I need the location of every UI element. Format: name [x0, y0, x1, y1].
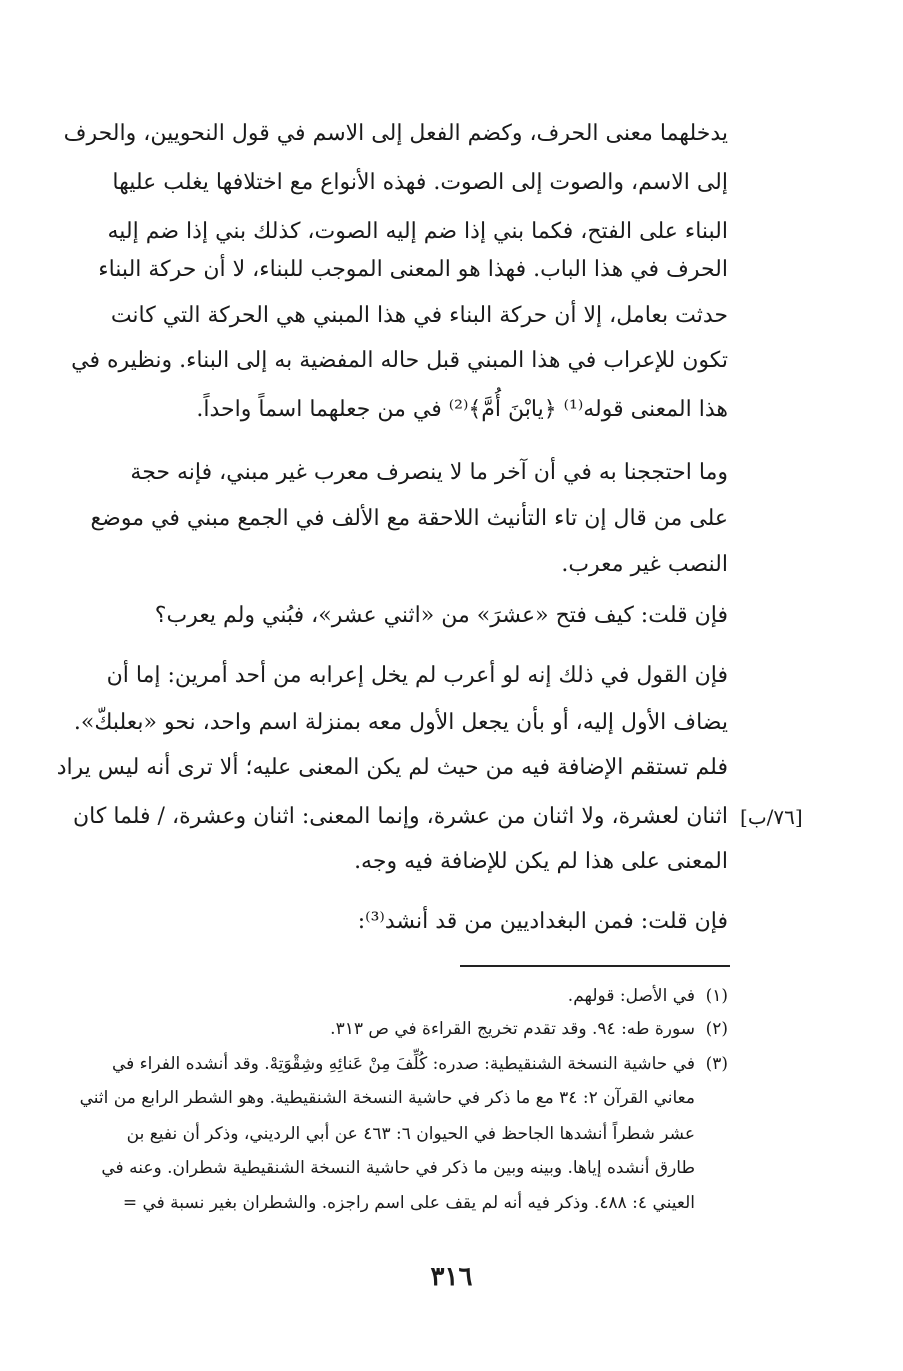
- footnote-text: في حاشية النسخة الشنقيطية: صدره: كُلِّفَ مِنْ عَنائِهِ وشِقْوَتِهْ. وقد أنشده الفراء في: [111, 1054, 695, 1074]
- text-line: هذا المعنى قوله⁽¹⁾ ﴿يابْنَ أُمَّ﴾⁽²⁾ في من جعلهما اسماً واحداً.: [196, 397, 728, 422]
- footnote-text: سورة طه: ٩٤. وقد تقدم تخريج القراءة في ص ٣١٣.: [330, 1019, 695, 1039]
- footnote-number: (١): [705, 986, 728, 1006]
- footnote-text: عشر شطراً أنشدها الجاحظ في الحيوان ٦: ٤٦٣ عن أبي الرديني، وذكر أن نفيع بن: [126, 1124, 695, 1144]
- text-line: يضاف الأول إليه، أو بأن يجعل الأول معه بمنزلة اسم واحد، نحو «بعلبكّ».: [73, 710, 728, 735]
- text-line: اثنان لعشرة، ولا اثنان من عشرة، وإنما المعنى: اثنان وعشرة، / فلما كان: [73, 804, 728, 829]
- page-number: ٣١٦: [430, 1262, 473, 1292]
- text-line: حدثت بعامل، إلا أن حركة البناء في هذا المبني هي الحركة التي كانت: [110, 303, 728, 328]
- text-line: على من قال إن تاء التأنيث اللاحقة مع الألف في الجمع مبني في موضع: [90, 506, 728, 531]
- text-line: إلى الاسم، والصوت إلى الصوت. فهذه الأنواع مع اختلافها يغلب عليها: [112, 170, 728, 195]
- footnote-text: العيني ٤: ٤٨٨. وذكر فيه أنه لم يقف على اسم راجزه. والشطران بغير نسبة في =: [122, 1193, 695, 1213]
- text-line: المعنى على هذا لم يكن للإضافة فيه وجه.: [354, 849, 728, 874]
- footnote-number: (٢): [705, 1019, 728, 1039]
- folio-margin-note: [٧٦/ب]: [740, 805, 803, 829]
- text-line: البناء على الفتح، فكما بني إذا ضم إليه الصوت، كذلك بني إذا ضم إليه: [107, 219, 728, 244]
- text-line: النصب غير معرب.: [561, 552, 728, 577]
- text-line: فإن قلت: فمن البغداديين من قد أنشد⁽³⁾:: [357, 909, 728, 934]
- footnote-number: (٣): [705, 1054, 728, 1074]
- text-line: فلم تستقم الإضافة فيه من حيث لم يكن المعنى عليه؛ ألا ترى أنه ليس يراد: [56, 755, 728, 780]
- text-line: فإن القول في ذلك إنه لو أعرب لم يخل إعرابه من أحد أمرين: إما أن: [106, 663, 728, 688]
- footnote-text: طارق أنشده إياها. وبينه وبين ما ذكر في حاشية النسخة الشنقيطية شطران. وعنه في: [101, 1158, 695, 1178]
- text-line: يدخلهما معنى الحرف، وكضم الفعل إلى الاسم في قول النحويين، والحرف: [63, 121, 728, 146]
- text-line: الحرف في هذا الباب. فهذا هو المعنى الموجب للبناء، لا أن حركة البناء: [98, 257, 728, 282]
- footnote-text: معاني القرآن ٢: ٣٤ مع ما ذكر في حاشية النسخة الشنقيطية. وهو الشطر الرابع من اثني: [79, 1088, 695, 1108]
- text-line: تكون للإعراب في هذا المبني قبل حاله المفضية به إلى البناء. ونظيره في: [71, 348, 728, 373]
- text-line: فإن قلت: كيف فتح «عشرَ» من «اثني عشر»، فبُني ولم يعرب؟: [154, 603, 728, 628]
- footnote-separator: [460, 965, 730, 967]
- footnote-text: في الأصل: قولهم.: [567, 986, 695, 1006]
- text-line: وما احتججنا به في أن آخر ما لا ينصرف معرب غير مبني، فإنه حجة: [130, 460, 728, 485]
